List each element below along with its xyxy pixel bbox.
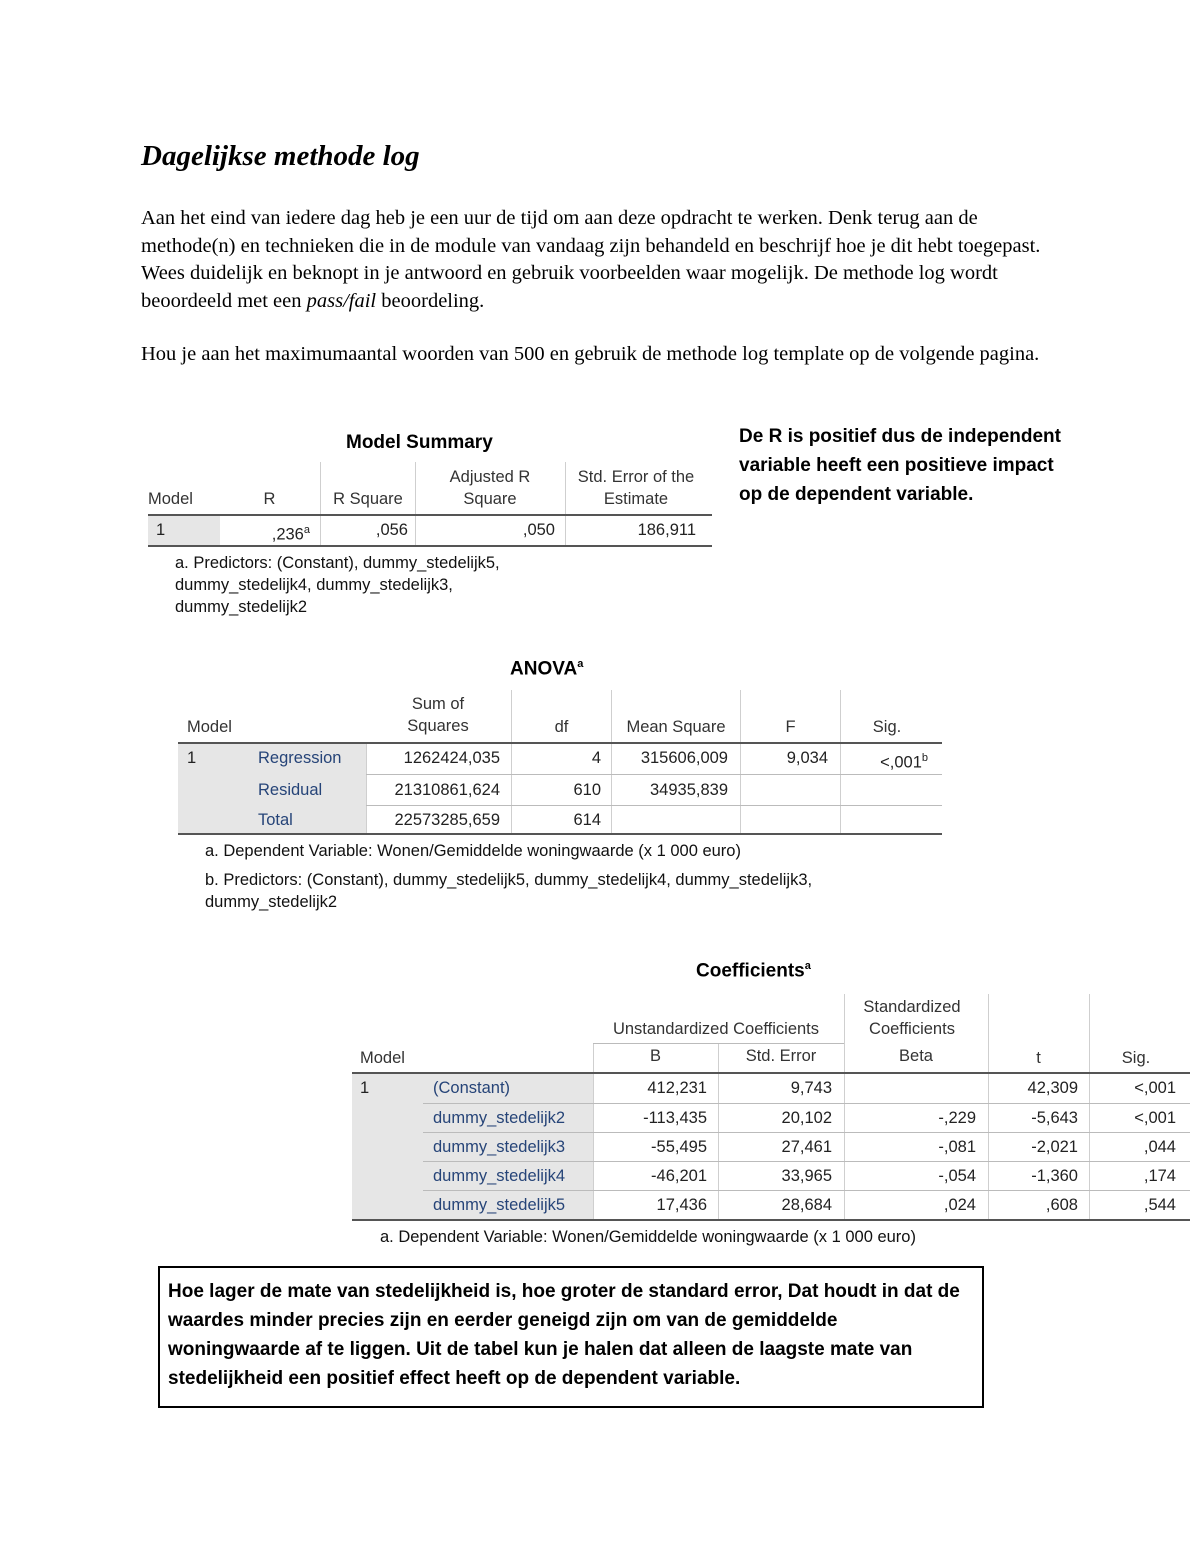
ms-header-stderr: Std. Error of the Estimate <box>577 468 695 508</box>
ms-value-stderr: 186,911 <box>637 521 696 539</box>
anova-header-f: F <box>785 718 796 736</box>
pass-fail-italic: pass/fail <box>306 289 377 312</box>
ms-header-r: R <box>263 490 276 508</box>
coef-cell-beta: -,054 <box>938 1167 976 1185</box>
coef-cell-b: -46,201 <box>651 1167 707 1185</box>
coef-cell-beta: -,081 <box>938 1138 976 1156</box>
anova-header-model: Model <box>187 718 232 736</box>
anova-row-label: Total <box>258 811 293 829</box>
coef-cell-b: 412,231 <box>647 1079 707 1097</box>
anova-cell-df: 4 <box>591 749 601 767</box>
coef-cell-b: -55,495 <box>651 1138 707 1156</box>
intro-paragraph: Aan het eind van iedere dag heb je een uur de tijd om aan deze opdracht te werken. Denk terug aan de methode(n) en technieken die in de module van vandaag zijn behandeld en beschrijf hoe je dit hebt toegepast. Wees duidelijk en beknopt in je antwoord en gebruik voorbeelden waar mogelijk. De methode log wordt beoordeeld met een pass/fail beoordeling. <box>141 207 1041 312</box>
coef-header-beta: Beta <box>899 1047 933 1065</box>
coef-cell-sig: <,001 <box>1134 1079 1176 1097</box>
coef-group-unstd: Unstandardized Coefficients <box>612 1020 820 1038</box>
anova-cell-ss: 22573285,659 <box>394 811 500 829</box>
coef-cell-sig: <,001 <box>1134 1109 1176 1127</box>
anova-title: ANOVA$^a$ <box>510 658 584 680</box>
ms-value-adj: ,050 <box>522 521 555 539</box>
anova-row-label: Regression <box>258 749 342 767</box>
coef-header-t: t <box>1036 1049 1041 1067</box>
ms-footnote: a. Predictors: (Constant), dummy_stedelijk5, dummy_stedelijk4, dummy_stedelijk3, dummy_stedelijk2 <box>175 554 500 616</box>
ms-header-rsquare: R Square <box>333 490 403 508</box>
coef-cell-b: 17,436 <box>656 1196 707 1214</box>
ms-value-rsquare: ,056 <box>375 521 408 539</box>
coef-cell-se: 28,684 <box>781 1196 832 1214</box>
anova-header-ms: Mean Square <box>626 718 726 736</box>
anova-cell-sig: <,001$^b$ <box>880 752 928 772</box>
ms-model-num: 1 <box>156 521 166 539</box>
coef-cell-se: 9,743 <box>790 1079 832 1097</box>
coef-cell-se: 27,461 <box>781 1138 832 1156</box>
anova-row-label: Residual <box>258 781 323 799</box>
side-note: De R is positief dus de independent variable heeft een positieve impact op de dependent variable. <box>739 426 1061 505</box>
coef-group-std: Standardized Coefficients <box>863 998 961 1038</box>
coef-row-label: dummy_stedelijk2 <box>433 1109 566 1127</box>
anova-cell-df: 614 <box>573 811 601 829</box>
coef-footnote: a. Dependent Variable: Wonen/Gemiddelde woningwaarde (x 1 000 euro) <box>380 1228 916 1246</box>
coef-cell-se: 33,965 <box>781 1167 832 1185</box>
model-summary-title: Model Summary <box>346 432 493 453</box>
word-limit-paragraph: Hou je aan het maximumaantal woorden van 500 en gebruik de methode log template op de volgende pagina. <box>141 343 1040 365</box>
document-title: Dagelijkse methode log <box>141 140 420 172</box>
anova-header-ss: Sum of Squares <box>407 695 469 735</box>
coef-cell-sig: ,174 <box>1143 1167 1176 1185</box>
coef-header-se: Std. Error <box>745 1047 817 1065</box>
coef-header-model: Model <box>360 1049 405 1067</box>
anova-cell-ms: 34935,839 <box>650 781 728 799</box>
coef-cell-t: 42,309 <box>1027 1079 1078 1097</box>
anova-cell-ss: 21310861,624 <box>394 781 500 799</box>
coef-cell-b: -113,435 <box>643 1109 707 1127</box>
coef-cell-t: -1,360 <box>1031 1167 1078 1185</box>
anova-header-df: df <box>554 718 569 736</box>
coef-cell-t: -2,021 <box>1031 1138 1078 1156</box>
ms-value-r: ,236$^a$ <box>271 524 310 544</box>
coef-header-sig: Sig. <box>1121 1049 1151 1067</box>
coef-row-label: dummy_stedelijk4 <box>433 1167 566 1185</box>
coef-cell-se: 20,102 <box>781 1109 832 1127</box>
coef-row-label: dummy_stedelijk5 <box>433 1196 566 1214</box>
coef-cell-sig: ,044 <box>1143 1138 1176 1156</box>
anova-cell-df: 610 <box>573 781 601 799</box>
anova-model-num: 1 <box>187 749 197 767</box>
conclusion-box: Hoe lager de mate van stedelijkheid is, hoe groter de standard error, Dat houdt in dat de waardes minder precies zijn en eerder geneigd zijn om van de gemiddelde woningwaarde af te liggen. Uit de tabel kun je halen dat alleen de laagste mate van stedelijkheid een positief effect heeft op de dependent variable. <box>158 1266 984 1408</box>
coef-header-b: B <box>649 1047 661 1065</box>
ms-header-model: Model <box>148 490 193 508</box>
anova-cell-ss: 1262424,035 <box>403 749 500 767</box>
ms-header-adj: Adjusted R Square <box>449 468 531 508</box>
coef-model-num: 1 <box>360 1079 370 1097</box>
coefficients-title: Coefficients$^a$ <box>696 960 811 982</box>
coef-cell-beta: -,229 <box>938 1109 976 1127</box>
coef-cell-sig: ,544 <box>1143 1196 1176 1214</box>
anova-footnote-a: a. Dependent Variable: Wonen/Gemiddelde woningwaarde (x 1 000 euro) <box>205 842 741 860</box>
coef-cell-t: ,608 <box>1045 1196 1078 1214</box>
coef-row-label: (Constant) <box>433 1079 511 1097</box>
coef-cell-t: -5,643 <box>1031 1109 1078 1127</box>
anova-cell-ms: 315606,009 <box>640 749 728 767</box>
anova-header-sig: Sig. <box>872 718 902 736</box>
coef-row-label: dummy_stedelijk3 <box>433 1138 566 1156</box>
coef-cell-beta: ,024 <box>943 1196 976 1214</box>
anova-footnote-b: b. Predictors: (Constant), dummy_stedelijk5, dummy_stedelijk4, dummy_stedelijk3, dummy_stedelijk2 <box>205 871 813 911</box>
anova-cell-f: 9,034 <box>786 749 828 767</box>
